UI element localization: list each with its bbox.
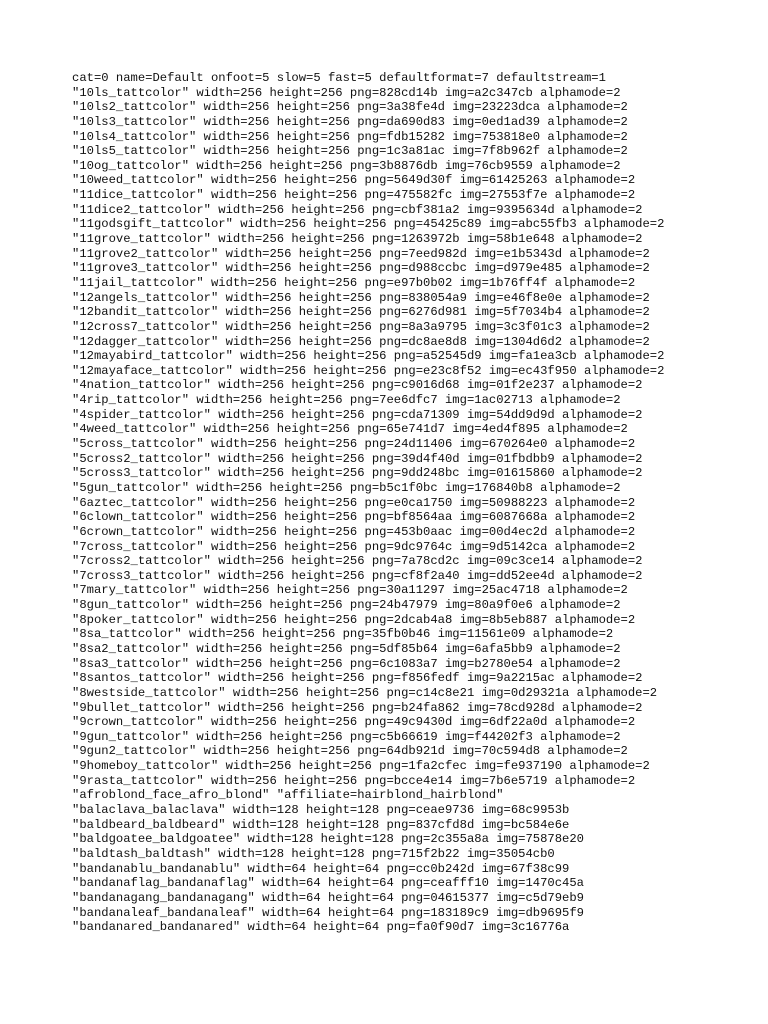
- entry-line: "9bullet_tattcolor" width=256 height=256 png=b24fa862 img=78cd928d alphamode=2: [72, 700, 643, 715]
- entry-line: "9rasta_tattcolor" width=256 height=256 png=bcce4e14 img=7b6e5719 alphamode=2: [72, 773, 636, 788]
- entry-line: "9homeboy_tattcolor" width=256 height=256 png=1fa2cfec img=fe937190 alphamode=2: [72, 759, 650, 774]
- entry-line: "bandanagang_bandanagang" width=64 height=64 png=04615377 img=c5d79eb9: [72, 890, 584, 905]
- entry-line: "10og_tattcolor" width=256 height=256 png=3b8876db img=76cb9559 alphamode=2: [72, 158, 621, 173]
- entry-line: "balaclava_balaclava" width=128 height=128 png=ceae9736 img=68c9953b: [72, 803, 570, 818]
- entry-line: "bandanablu_bandanablu" width=64 height=64 png=cc0b242d img=67f38c99: [72, 861, 570, 876]
- entry-line: "4weed_tattcolor" width=256 height=256 png=65e741d7 img=4ed4f895 alphamode=2: [72, 422, 628, 437]
- entry-line: "10ls4_tattcolor" width=256 height=256 png=fdb15282 img=753818e0 alphamode=2: [72, 129, 628, 144]
- entry-line: "7cross2_tattcolor" width=256 height=256 png=7a78cd2c img=09c3ce14 alphamode=2: [72, 554, 643, 569]
- document-page: [72, 71, 762, 935]
- entry-line: "12mayabird_tattcolor" width=256 height=256 png=a52545d9 img=fa1ea3cb alphamode=2: [72, 349, 665, 364]
- entry-line: "4rip_tattcolor" width=256 height=256 png=7ee6dfc7 img=1ac02713 alphamode=2: [72, 393, 621, 408]
- entry-line: "8sa2_tattcolor" width=256 height=256 png=5df85b64 img=6afa5bb9 alphamode=2: [72, 641, 621, 656]
- entry-line: "10ls5_tattcolor" width=256 height=256 png=1c3a81ac img=7f8b962f alphamode=2: [72, 144, 628, 159]
- entry-line: "11grove2_tattcolor" width=256 height=256 png=7eed982d img=e1b5343d alphamode=2: [72, 246, 650, 261]
- entry-line: "6aztec_tattcolor" width=256 height=256 png=e0ca1750 img=50988223 alphamode=2: [72, 495, 636, 510]
- entry-line: "4spider_tattcolor" width=256 height=256 png=cda71309 img=54dd9d9d alphamode=2: [72, 407, 643, 422]
- entry-line: "10ls3_tattcolor" width=256 height=256 png=da690d83 img=0ed1ad39 alphamode=2: [72, 114, 628, 129]
- entry-line: "11dice2_tattcolor" width=256 height=256 png=cbf381a2 img=9395634d alphamode=2: [72, 202, 643, 217]
- entry-line: "5cross3_tattcolor" width=256 height=256 png=9dd248bc img=01615860 alphamode=2: [72, 466, 643, 481]
- entry-line: "9crown_tattcolor" width=256 height=256 png=49c9430d img=6df22a0d alphamode=2: [72, 715, 636, 730]
- entry-line: "8santos_tattcolor" width=256 height=256 png=f856fedf img=9a2215ac alphamode=2: [72, 671, 643, 686]
- entry-line: "bandanaleaf_bandanaleaf" width=64 height=64 png=183189c9 img=db9695f9: [72, 905, 584, 920]
- entry-line: "10ls2_tattcolor" width=256 height=256 png=3a38fe4d img=23223dca alphamode=2: [72, 100, 628, 115]
- entry-line: "11grove3_tattcolor" width=256 height=256 png=d988ccbc img=d979e485 alphamode=2: [72, 261, 650, 276]
- entry-line: "8sa3_tattcolor" width=256 height=256 png=6c1083a7 img=b2780e54 alphamode=2: [72, 656, 621, 671]
- entry-line: "11grove_tattcolor" width=256 height=256 png=1263972b img=58b1e648 alphamode=2: [72, 232, 643, 247]
- entry-line: "afroblond_face_afro_blond" "affiliate=hairblond_hairblond": [72, 788, 504, 803]
- entry-line: "11jail_tattcolor" width=256 height=256 png=e97b0b02 img=1b76ff4f alphamode=2: [72, 275, 636, 290]
- entry-line: "7mary_tattcolor" width=256 height=256 png=30a11297 img=25ac4718 alphamode=2: [72, 583, 628, 598]
- entry-line: "baldbeard_baldbeard" width=128 height=128 png=837cfd8d img=bc584e6e: [72, 817, 570, 832]
- entry-line: "11dice_tattcolor" width=256 height=256 png=475582fc img=27553f7e alphamode=2: [72, 188, 636, 203]
- entry-line: "8gun_tattcolor" width=256 height=256 png=24b47979 img=80a9f0e6 alphamode=2: [72, 598, 621, 613]
- entry-line: "5cross2_tattcolor" width=256 height=256 png=39d4f40d img=01fbdbb9 alphamode=2: [72, 451, 643, 466]
- entry-line: "8poker_tattcolor" width=256 height=256 png=2dcab4a8 img=8b5eb887 alphamode=2: [72, 612, 636, 627]
- entry-line: "8westside_tattcolor" width=256 height=256 png=c14c8e21 img=0d29321a alphamode=2: [72, 685, 658, 700]
- entry-line: "11godsgift_tattcolor" width=256 height=256 png=45425c89 img=abc55fb3 alphamode=2: [72, 217, 665, 232]
- entry-line: "12dagger_tattcolor" width=256 height=256 png=dc8ae8d8 img=1304d6d2 alphamode=2: [72, 334, 650, 349]
- entry-line: "bandanaflag_bandanaflag" width=64 height=64 png=ceafff10 img=1470c45a: [72, 876, 584, 891]
- entry-line: "10weed_tattcolor" width=256 height=256 png=5649d30f img=61425263 alphamode=2: [72, 173, 636, 188]
- entry-line: "9gun_tattcolor" width=256 height=256 png=c5b66619 img=f44202f3 alphamode=2: [72, 729, 621, 744]
- entry-line: "9gun2_tattcolor" width=256 height=256 png=64db921d img=70c594d8 alphamode=2: [72, 744, 628, 759]
- entry-line: "bandanared_bandanared" width=64 height=64 png=fa0f90d7 img=3c16776a: [72, 920, 570, 935]
- document-lines: [72, 71, 762, 935]
- entry-line: "baldtash_baldtash" width=128 height=128 png=715f2b22 img=35054cb0: [72, 846, 555, 861]
- entry-line: "7cross_tattcolor" width=256 height=256 png=9dc9764c img=9d5142ca alphamode=2: [72, 539, 636, 554]
- entry-line: "10ls_tattcolor" width=256 height=256 png=828cd14b img=a2c347cb alphamode=2: [72, 85, 621, 100]
- entry-line: "baldgoatee_baldgoatee" width=128 height=128 png=2c355a8a img=75878e20: [72, 832, 584, 847]
- entry-line: "6clown_tattcolor" width=256 height=256 png=bf8564aa img=6087668a alphamode=2: [72, 510, 636, 525]
- entry-line: "5cross_tattcolor" width=256 height=256 png=24d11406 img=670264e0 alphamode=2: [72, 437, 636, 452]
- entry-line: "6crown_tattcolor" width=256 height=256 png=453b0aac img=00d4ec2d alphamode=2: [72, 524, 636, 539]
- entry-line: "12angels_tattcolor" width=256 height=256 png=838054a9 img=e46f8e0e alphamode=2: [72, 290, 650, 305]
- entry-line: "7cross3_tattcolor" width=256 height=256 png=cf8f2a40 img=dd52ee4d alphamode=2: [72, 568, 643, 583]
- entry-line: "4nation_tattcolor" width=256 height=256 png=c9016d68 img=01f2e237 alphamode=2: [72, 378, 643, 393]
- entry-line: "12cross7_tattcolor" width=256 height=256 png=8a3a9795 img=3c3f01c3 alphamode=2: [72, 319, 650, 334]
- header-line: cat=0 name=Default onfoot=5 slow=5 fast=5 defaultformat=7 defaultstream=1: [72, 71, 606, 85]
- entry-line: "12mayaface_tattcolor" width=256 height=256 png=e23c8f52 img=ec43f950 alphamode=2: [72, 363, 665, 378]
- entry-line: "8sa_tattcolor" width=256 height=256 png=35fb0b46 img=11561e09 alphamode=2: [72, 627, 614, 642]
- entry-line: "5gun_tattcolor" width=256 height=256 png=b5c1f0bc img=176840b8 alphamode=2: [72, 480, 621, 495]
- entry-line: "12bandit_tattcolor" width=256 height=256 png=6276d981 img=5f7034b4 alphamode=2: [72, 305, 650, 320]
